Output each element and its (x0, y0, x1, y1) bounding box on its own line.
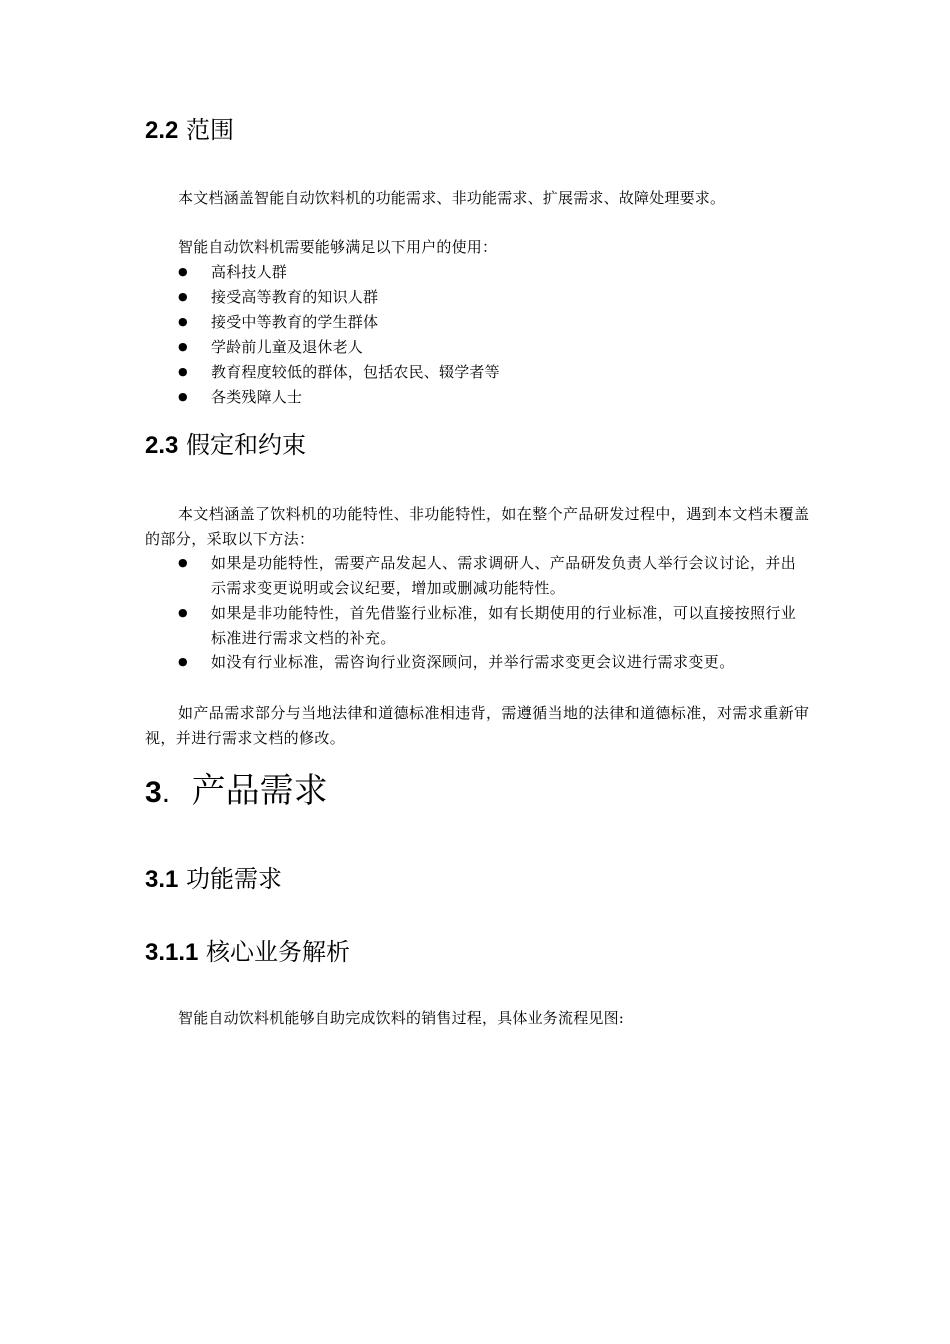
heading-number: 3.1.1 (145, 939, 199, 966)
list-item: 各类残障人士 (211, 388, 303, 406)
heading-title: 核心业务解析 (206, 938, 351, 966)
list-item: 接受中等教育的学生群体 (211, 313, 379, 331)
list-item: 如果是非功能特性，首先借鉴行业标准，如有长期使用的行业标准，可以直接按照行业标准进行需求文档的补充。 (211, 604, 797, 647)
heading-3 (145, 770, 328, 814)
bullet-icon: ● (178, 556, 188, 569)
heading-title: 功能需求 (186, 865, 283, 893)
list-item: 接受高等教育的知识人群 (211, 288, 379, 306)
heading-dot: . (161, 776, 171, 809)
paragraph-users-intro: 智能自动饮料机需要能够满足以下用户的使用： (178, 238, 498, 256)
heading-number: 3 (145, 776, 162, 809)
paragraph-assumptions: 本文档涵盖了饮料机的功能特性、非功能特性，如在整个产品研发过程中，遇到本文档未覆盖的部分，采取以下方法： (145, 505, 810, 548)
bullet-icon: ● (178, 340, 188, 353)
paragraph-core-business: 智能自动饮料机能够自助完成饮料的销售过程，具体业务流程见图: (178, 1009, 625, 1027)
list-item: 学龄前儿童及退休老人 (211, 338, 364, 356)
heading-2-2 (145, 115, 234, 146)
list-item: 如没有行业标准，需咨询行业资深顾问，并举行需求变更会议进行需求变更。 (211, 653, 735, 671)
heading-title: 范围 (186, 116, 235, 144)
heading-number: 2.2 (145, 117, 179, 144)
heading-3-1-1 (145, 937, 350, 968)
list-item: 教育程度较低的群体，包括农民、辍学者等 (211, 363, 500, 381)
bullet-icon: ● (178, 655, 188, 668)
bullet-icon: ● (178, 265, 188, 278)
heading-title: 产品需求 (191, 771, 328, 811)
bullet-icon: ● (178, 606, 188, 619)
heading-number: 3.1 (145, 866, 179, 893)
bullet-icon: ● (178, 290, 188, 303)
paragraph-scope: 本文档涵盖智能自动饮料机的功能需求、非功能需求、扩展需求、故障处理要求。 (178, 189, 726, 207)
heading-2-3 (145, 430, 306, 461)
bullet-icon: ● (178, 365, 188, 378)
heading-number: 2.3 (145, 432, 179, 459)
list-item: 如果是功能特性，需要产品发起人、需求调研人、产品研发负责人举行会议讨论，并出示需求变更说明或会议纪要，增加或删减功能特性。 (211, 554, 797, 597)
heading-title: 假定和约束 (186, 431, 307, 459)
list-item: 高科技人群 (211, 263, 288, 281)
paragraph-legal: 如产品需求部分与当地法律和道德标准相违背，需遵循当地的法律和道德标准，对需求重新审视，并进行需求文档的修改。 (145, 704, 810, 747)
bullet-icon: ● (178, 315, 188, 328)
heading-3-1 (145, 864, 282, 895)
bullet-icon: ● (178, 390, 188, 403)
